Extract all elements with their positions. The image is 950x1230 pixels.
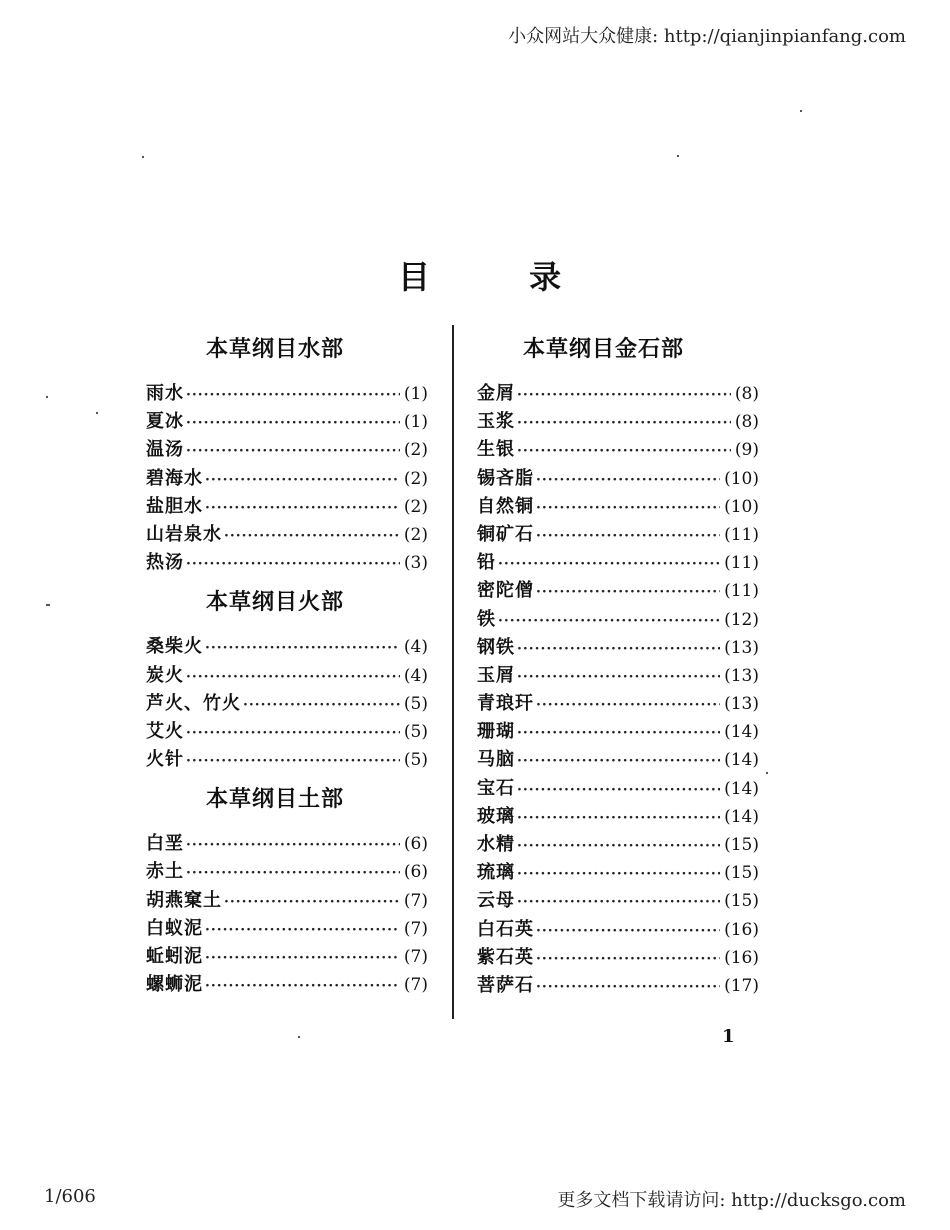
dot-leader	[205, 972, 400, 999]
entry-name: 玉浆	[477, 411, 515, 433]
right-column	[477, 334, 759, 1000]
entry-page: (14)	[724, 778, 759, 799]
toc-entry	[477, 606, 759, 634]
dot-leader	[517, 663, 720, 690]
entry-name: 夏冰	[146, 411, 184, 433]
dot-leader	[224, 888, 400, 915]
toc-entry	[477, 916, 759, 944]
dot-leader	[517, 776, 720, 803]
dot-leader	[536, 578, 720, 605]
toc-entry	[146, 408, 428, 436]
column-divider	[452, 325, 454, 1019]
dot-leader	[517, 860, 720, 887]
toc-entry	[477, 465, 759, 493]
dot-leader	[224, 522, 400, 549]
entry-name: 温汤	[146, 439, 184, 461]
entry-name: 菩萨石	[477, 974, 534, 996]
toc-entry	[477, 972, 759, 1000]
entry-name: 赤土	[146, 861, 184, 883]
dot-leader	[205, 634, 400, 661]
dot-leader	[205, 466, 400, 493]
entry-name: 自然铜	[477, 495, 534, 517]
dot-leader	[517, 409, 731, 436]
toc-entry	[146, 662, 428, 690]
entry-page: (4)	[403, 665, 428, 686]
toc-entry	[477, 718, 759, 746]
entry-name: 铜矿石	[477, 523, 534, 545]
entry-name: 琉璃	[477, 862, 515, 884]
toc-entry	[146, 718, 428, 746]
entry-name: 马脑	[477, 749, 515, 771]
footer-download-text: 更多文档下载请访问: http://ducksgo.com	[557, 1190, 906, 1211]
dot-leader	[517, 888, 720, 915]
dot-leader	[186, 437, 400, 464]
dot-leader	[498, 550, 720, 577]
toc-entry	[477, 859, 759, 887]
entry-page: (13)	[724, 694, 759, 715]
toc-entry	[477, 944, 759, 972]
toc-entry	[146, 971, 428, 999]
toc-entry	[477, 380, 759, 408]
dot-leader	[536, 522, 720, 549]
entry-page: (14)	[724, 806, 759, 827]
toc-entry	[477, 634, 759, 662]
entry-page: (2)	[403, 524, 428, 545]
scan-speck	[298, 1036, 300, 1038]
dot-leader	[517, 381, 731, 408]
section-gap	[146, 774, 428, 784]
entry-page: (13)	[724, 665, 759, 686]
entry-name: 珊瑚	[477, 721, 515, 743]
entry-page: (16)	[724, 919, 759, 940]
toc-title: 目 录	[398, 258, 606, 296]
entry-name: 水精	[477, 834, 515, 855]
scan-speck	[46, 604, 50, 606]
dot-leader	[536, 466, 720, 493]
entry-page: (7)	[403, 975, 428, 996]
entry-page: (4)	[403, 637, 428, 658]
dot-leader	[517, 832, 720, 859]
dot-leader	[186, 381, 400, 408]
dot-leader	[536, 917, 720, 944]
toc-entry	[477, 662, 759, 690]
entry-name: 碧海水	[146, 467, 203, 489]
entry-page: (5)	[403, 721, 428, 742]
entry-page: (11)	[724, 581, 759, 602]
toc-entry	[477, 775, 759, 803]
toc-entry	[477, 746, 759, 774]
entry-page: (5)	[403, 750, 428, 771]
dot-leader	[517, 747, 720, 774]
toc-entry	[146, 746, 428, 774]
entry-name: 密陀僧	[477, 580, 534, 602]
dot-leader	[498, 607, 720, 634]
entry-page: (15)	[724, 863, 759, 884]
toc-entry	[146, 858, 428, 886]
toc-entry	[146, 887, 428, 915]
dot-leader	[536, 691, 720, 718]
entry-page: (16)	[724, 947, 759, 968]
section-title: 本草纲目金石部	[523, 337, 685, 362]
entry-name: 玉屑	[477, 664, 515, 686]
entry-name: 青琅玕	[477, 693, 534, 715]
toc-entry	[477, 831, 759, 859]
section-title: 本草纲目土部	[206, 787, 345, 813]
footer-page-counter: 1/606	[44, 1186, 96, 1207]
entry-name: 白垩	[146, 833, 184, 855]
entry-page: (7)	[403, 947, 428, 967]
page-number: 1	[722, 1026, 735, 1047]
toc-entry	[477, 690, 759, 718]
toc-entry	[146, 436, 428, 464]
entry-name: 盐胆水	[146, 495, 203, 517]
toc-entry	[477, 803, 759, 831]
entry-page: (7)	[403, 890, 428, 911]
entry-page: (7)	[403, 918, 428, 939]
dot-leader	[186, 747, 400, 774]
entry-name: 锡吝脂	[477, 467, 534, 489]
toc-entry	[146, 380, 428, 408]
entry-name: 宝石	[477, 777, 515, 799]
dot-leader	[205, 494, 400, 521]
entry-page: (11)	[724, 524, 759, 545]
entry-name: 蚯蚓泥	[146, 946, 203, 967]
toc-entry	[146, 521, 428, 549]
entry-page: (8)	[734, 384, 759, 404]
header-site-text: 小众网站大众健康: http://qianjinpianfang.com	[508, 26, 906, 47]
toc-entry	[146, 943, 428, 971]
dot-leader	[186, 719, 400, 746]
dot-leader	[243, 691, 400, 718]
toc-entry	[477, 408, 759, 436]
entry-page: (15)	[724, 835, 759, 855]
dot-leader	[205, 916, 400, 943]
entry-page: (10)	[724, 496, 759, 517]
section-gap	[146, 577, 428, 587]
toc-entry	[477, 493, 759, 521]
toc-entry	[146, 493, 428, 521]
entry-page: (10)	[724, 468, 759, 489]
entry-page: (1)	[403, 384, 428, 404]
dot-leader	[536, 494, 720, 521]
entry-name: 胡燕窠土	[146, 889, 222, 911]
entry-name: 金屑	[477, 383, 515, 404]
entry-name: 桑柴火	[146, 636, 203, 658]
entry-page: (6)	[403, 862, 428, 883]
entry-page: (13)	[724, 637, 759, 658]
scan-speck	[766, 772, 768, 774]
entry-name: 炭火	[146, 664, 184, 686]
entry-page: (5)	[403, 693, 428, 714]
entry-page: (15)	[724, 891, 759, 912]
entry-page: (2)	[403, 440, 428, 461]
toc-entry	[146, 915, 428, 943]
dot-leader	[517, 804, 720, 831]
toc-entry	[146, 830, 428, 858]
toc-entry	[477, 521, 759, 549]
toc-entry	[146, 690, 428, 718]
entry-name: 芦火、竹火	[146, 692, 241, 714]
entry-page: (14)	[724, 750, 759, 771]
left-column	[146, 334, 428, 999]
entry-page: (3)	[403, 553, 428, 574]
entry-page: (8)	[734, 412, 759, 433]
toc-entry	[477, 887, 759, 915]
entry-page: (2)	[403, 468, 428, 489]
dot-leader	[186, 831, 400, 858]
entry-page: (9)	[734, 440, 759, 461]
entry-name: 火针	[146, 749, 184, 771]
section-title: 本草纲目水部	[206, 337, 345, 362]
dot-leader	[186, 663, 400, 690]
entry-page: (14)	[724, 722, 759, 743]
toc-entry	[146, 465, 428, 493]
dot-leader	[536, 973, 720, 1000]
dot-leader	[186, 409, 400, 436]
entry-name: 铅	[477, 552, 496, 574]
entry-name: 紫石英	[477, 946, 534, 968]
entry-name: 钢铁	[477, 636, 515, 658]
entry-page: (1)	[403, 412, 428, 433]
scan-speck	[142, 156, 144, 158]
dot-leader	[186, 859, 400, 886]
toc-entry	[146, 549, 428, 577]
dot-leader	[536, 945, 720, 972]
dot-leader	[517, 719, 720, 746]
toc-entry	[477, 549, 759, 577]
entry-name: 玻璃	[477, 805, 515, 827]
entry-name: 铁	[477, 608, 496, 630]
entry-name: 螺蛳泥	[146, 974, 203, 996]
entry-page: (11)	[724, 553, 759, 574]
entry-name: 白蚁泥	[146, 917, 203, 939]
toc-entry	[477, 577, 759, 605]
toc-entry	[146, 633, 428, 661]
entry-page: (12)	[724, 609, 759, 630]
entry-name: 艾火	[146, 720, 184, 742]
entry-page: (2)	[403, 496, 428, 517]
entry-name: 云母	[477, 890, 515, 912]
toc-entry	[477, 436, 759, 464]
dot-leader	[517, 635, 720, 662]
dot-leader	[517, 437, 731, 464]
scan-speck	[800, 110, 802, 112]
entry-name: 雨水	[146, 383, 184, 404]
entry-page: (17)	[724, 975, 759, 996]
scan-speck	[46, 396, 48, 398]
entry-name: 山岩泉水	[146, 523, 222, 545]
entry-name: 白石英	[477, 918, 534, 940]
dot-leader	[186, 550, 400, 577]
entry-page: (6)	[403, 834, 428, 855]
entry-name: 热汤	[146, 552, 184, 574]
scan-speck	[677, 155, 679, 157]
section-title: 本草纲目火部	[206, 590, 345, 616]
entry-name: 生银	[477, 439, 515, 461]
dot-leader	[205, 944, 400, 971]
scan-speck	[96, 412, 98, 414]
